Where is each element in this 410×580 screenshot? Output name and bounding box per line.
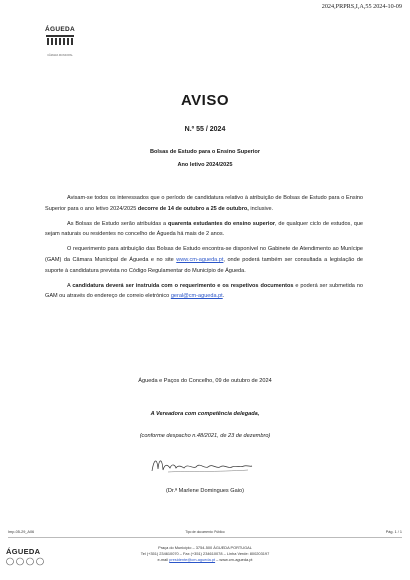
logo-text: ÁGUEDA — [45, 26, 75, 33]
paragraph-submission: A candidatura deverá ser instruída com o requerimento e os respetivos documentos e poderá ser submetida no GAM ou através do endereço de correio eletrónico geral@cm-agueda.pt. — [45, 282, 364, 300]
paragraph-period: Avisam-se todos os interessados que o período de candidatura relativo à atribuição de Bolsas de Estudo para o Ensino Superior para o ano letivo 2024/2025 decorre de 14 de outubro a 25 de outubro, inclusive. — [45, 195, 363, 212]
paragraph-recipients: As Bolsas de Estudo serão atribuídas a quarenta estudantes do ensino superior, de qualquer ciclo de estudos, que sejam naturais ou residentes no concelho de Águeda há mais de 2 anos. — [45, 220, 363, 238]
footer-logo-text: ÁGUEDA — [6, 547, 41, 556]
document-reference: 2024,PRPRS,I,A,55 2024-10-09 — [321, 3, 402, 10]
page-number: Pág. 1 / 1 — [385, 530, 402, 534]
footer-phones: Tel (+351) 234610070 – Fax (+351) 234610078 – Linha Verde: 800203197 — [140, 551, 270, 556]
footer-divider — [8, 537, 402, 538]
building-icon — [44, 34, 76, 46]
logo-subtext: CÂMARA MUNICIPAL — [47, 54, 73, 57]
signature — [148, 453, 268, 477]
document-title: AVISO — [180, 92, 230, 109]
municipality-logo — [44, 26, 76, 57]
notice-body — [45, 193, 363, 306]
footer-contacts: e-mail presidente@cm-agueda.pt – www.cm-agueda.pt — [157, 557, 253, 562]
subject-line-1: Bolsas de Estudo para o Ensino Superior — [149, 149, 261, 155]
place-date: Águeda e Paços do Concelho, 09 de outubro de 2024 — [138, 378, 272, 384]
signatory-name: (Dr.ª Marlene Domingues Gaio) — [166, 488, 244, 494]
delegation-line: A Vereadora com competência delegada, — [150, 411, 260, 417]
dispatch-line: (conforme despacho n.48/2021, de 23 de dezembro) — [139, 433, 271, 439]
website-link[interactable]: www.cm-agueda.pt — [176, 256, 224, 263]
document-type: Tipo de documento: Público — [185, 530, 225, 534]
subject-line-2: Ano letivo 2024/2025 — [177, 162, 233, 168]
paragraph-form: O requerimento para atribuição das Bolsas de Estudo encontra-se disponível no Gabinete de Atendimento ao Munícipe (GAM) da Câmara Municipal de Águeda e no site www.cm-agueda.pt, onde poderá também ser consultada a legislação de suporte à candidatura prevista no Código Regulamentar do Município de Águeda. — [45, 246, 363, 274]
footer-address: Praça do Município – 3754-500 ÁGUEDA PORTUGAL — [158, 545, 252, 550]
email-link[interactable]: geral@cm-agueda.pt — [170, 293, 223, 300]
form-code: Imp-05-29_A06 — [8, 530, 35, 534]
footer-email-link[interactable]: presidente@cm-agueda.pt — [169, 557, 216, 562]
notice-number: N.º 55 / 2024 — [184, 126, 226, 133]
